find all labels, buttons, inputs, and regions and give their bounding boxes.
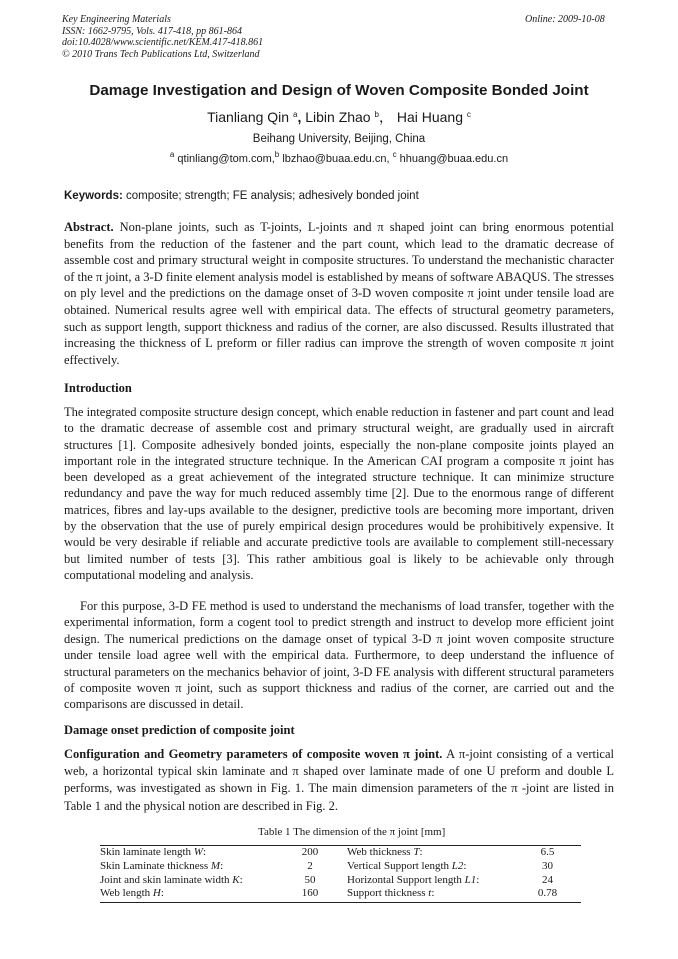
author-name: Libin Zhao xyxy=(305,109,371,125)
email-address: hhuang@buaa.edu.cn xyxy=(399,153,509,165)
paper-title: Damage Investigation and Design of Woven Composite Bonded Joint xyxy=(89,82,589,99)
table-bottom-rule xyxy=(100,902,581,903)
journal-header xyxy=(62,14,263,60)
email-mark: a xyxy=(169,150,175,159)
copyright-line: © 2010 Trans Tech Publications Ltd, Switzerland xyxy=(62,48,260,60)
paragraph-text: A π-joint consisting of a vertical web, a horizontal typical skin laminate and π shaped over laminate made of one U preform and double L performs, was investigated as shown in Fig. 1. The main dimension parameters of the π -joint are listed in Table 1 and the physical notion are described in Fig. 2. xyxy=(64,747,614,813)
paragraph: The integrated composite structure design concept, which enable reduction in fastener and part count and lead to the dramatic decrease of assemble cost and primary structural weight, are gradually used in aircraft structures [1]. Composite adhesively bonded joints, especially the non-plane composite joints played an important role in the integrated structure technique. In the American CAI program a composite π joint has been developed as a great achievement of the integrated structure technique. It can minimize structure redundancy and pave the way for much reduced assembly time [2]. Due to the enormous range of different matrices, fibres and lay-ups available to the designer, predictive tools are becoming more important, driven by the observation that the use of purely empirical design procedures would be prohibitively expensive. It would be very desirable if reliable and accurate predictive tools are available to complement still-necessary but limited number of tests [3]. This rather ambitious goal is likely to be achievable only through computational modeling and analysis. xyxy=(64,405,614,582)
abstract xyxy=(64,219,614,368)
paragraph: For this purpose, 3-D FE method is used to understand the mechanisms of load transfer, together with the experimental information, form a cogent tool to predict strength and instruct to develop more efficient joint design. The numerical predictions on the damage onset of typical 3-D π joint woven composite structure under tensile load agree well with the empirical data. Furthermore, to deep understand the influence of structural parameters on the mechanics behavior of joint, 3-D FE analysis with different structural parameters of composite woven π joint, such as support thickness and radius of the corner, are carried out and the comparisons are discussed in detail. xyxy=(64,599,614,712)
subsection-heading: Configuration and Geometry parameters of composite woven π joint. xyxy=(64,747,443,761)
value-cell: 200 xyxy=(301,846,319,858)
value-cell: 30 xyxy=(542,859,553,872)
parameter-cell: Skin laminate length W: xyxy=(100,846,207,858)
parameter-cell: Web thickness T: xyxy=(347,846,423,858)
email-address: qtinliang@tom.com, xyxy=(177,153,275,165)
author-mark: b xyxy=(374,110,379,119)
author-separator: ， xyxy=(378,109,393,125)
parameter-cell: Web length H: xyxy=(100,887,164,900)
author-name: Hai Huang xyxy=(396,109,463,125)
parameter-name: Web thickness xyxy=(347,846,411,858)
table-row xyxy=(100,887,580,901)
author-mark: a xyxy=(292,110,298,119)
parameter-cell: Joint and skin laminate width K: xyxy=(100,873,243,886)
parameter-cell: Skin Laminate thickness M: xyxy=(100,859,224,872)
author-emails xyxy=(0,150,678,165)
author-name: Tianliang Qin xyxy=(207,109,290,125)
email-address: lbzhao@buaa.edu.cn, xyxy=(282,153,390,165)
parameter-name: Skin laminate length xyxy=(100,846,192,858)
parameter-cell: Vertical Support length L2: xyxy=(347,859,467,872)
value-cell: 160 xyxy=(301,887,319,900)
parameter-name: Vertical Support length xyxy=(347,859,450,872)
paragraph xyxy=(64,746,614,815)
keywords xyxy=(64,190,419,202)
table-row xyxy=(100,874,580,888)
keywords-label: Keywords: xyxy=(64,190,123,202)
author-mark: c xyxy=(466,110,471,119)
parameter-symbol: t xyxy=(428,887,432,900)
section-heading-damage-onset: Damage onset prediction of composite joint xyxy=(64,723,295,737)
affiliation: Beihang University, Beijing, China xyxy=(252,133,426,145)
doi-line: doi:10.4028/www.scientific.net/KEM.417-418.861 xyxy=(62,37,264,48)
parameter-symbol: L1 xyxy=(464,873,477,886)
dimension-table xyxy=(100,846,580,901)
parameter-name: Skin Laminate thickness xyxy=(100,859,209,872)
value-cell: 24 xyxy=(542,873,553,886)
value-cell: 6.5 xyxy=(540,846,555,858)
parameter-symbol: T xyxy=(413,846,420,858)
value-cell: 0.78 xyxy=(537,887,558,900)
table-caption: Table 1 The dimension of the π joint [mm] xyxy=(258,826,446,838)
parameter-name: Joint and skin laminate width xyxy=(100,873,230,886)
value-cell: 50 xyxy=(304,873,316,886)
keywords-text: composite; strength; FE analysis; adhesively bonded joint xyxy=(126,190,419,202)
parameter-symbol: W xyxy=(193,846,203,858)
parameter-symbol: L2 xyxy=(451,859,464,872)
email-mark: c xyxy=(392,150,397,159)
abstract-label: Abstract. xyxy=(64,220,114,234)
online-date: Online: 2009-10-08 xyxy=(525,14,605,25)
parameter-cell: Support thickness t: xyxy=(347,887,435,900)
parameter-symbol: K xyxy=(232,873,240,886)
parameter-cell: Horizontal Support length L1: xyxy=(347,873,480,886)
section-heading-introduction: Introduction xyxy=(64,381,132,395)
parameter-name: Horizontal Support length xyxy=(347,873,462,886)
author-separator: , xyxy=(297,109,302,125)
journal-name: Key Engineering Materials xyxy=(62,14,171,25)
parameter-symbol: H xyxy=(152,887,161,900)
issn-line: ISSN: 1662-9795, Vols. 417-418, pp 861-864 xyxy=(62,25,242,37)
parameter-name: Support thickness xyxy=(347,887,426,900)
table-row xyxy=(100,846,580,860)
email-mark: b xyxy=(274,150,280,159)
value-cell: 2 xyxy=(307,859,313,872)
parameter-symbol: M xyxy=(210,859,221,872)
table-row xyxy=(100,860,580,874)
abstract-text: Non-plane joints, such as T-joints, L-joints and π shaped joint can bring enormous potential benefits from the reduction of the fastener and the part count, which lead to the dramatic decrease of assemble cost and primary structural weight in composite structures. To understand the mechanistic character of the π joint, a 3-D finite element analysis model is established by means of software ABAQUS. The stresses on ply level and the predictions on the damage onset of 3-D woven composite π joint under tensile load are obtained. Numerical results agree well with empirical data. The effects of structural geometry parameters, such as support length, support thickness and radius of the corner, are also discussed. Results illustrated that increasing the thickness of L preform or filler radius can improve the strength of woven composite π joint effectively. xyxy=(64,220,614,367)
author-list xyxy=(0,107,678,127)
parameter-name: Web length xyxy=(100,887,151,900)
